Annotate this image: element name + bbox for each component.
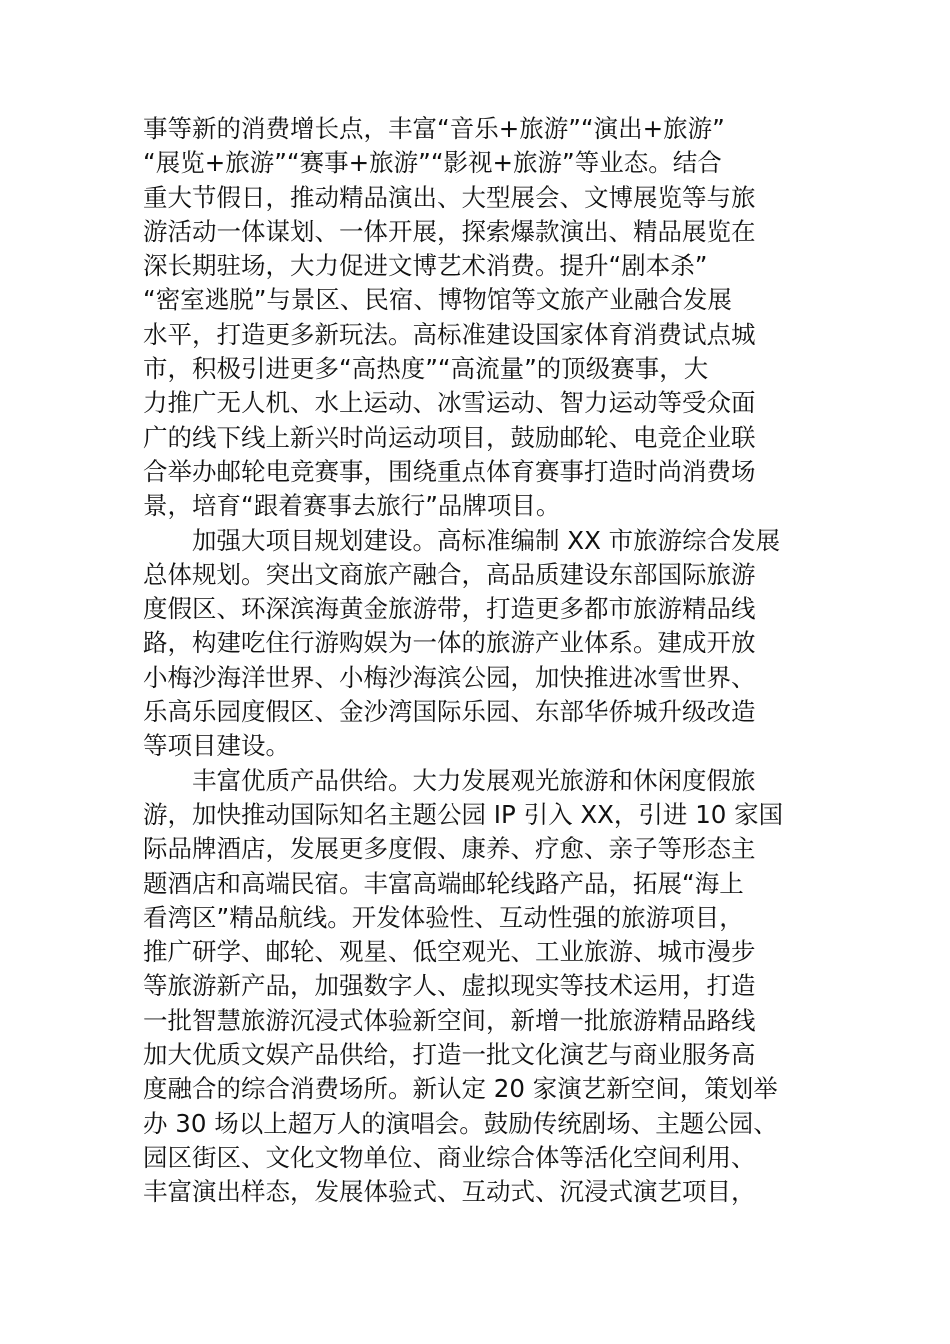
text-line: 等旅游新产品，加强数字人、虚拟现实等技术运用，打造 <box>143 971 756 1001</box>
text-line: 小梅沙海洋世界、小梅沙海滨公园，加快推进冰雪世界、 <box>143 662 756 692</box>
text-line: 游活动一体谋划、一体开展，探索爆款演出、精品展览在 <box>143 216 756 246</box>
text-line: 加大优质文娱产品供给，打造一批文化演艺与商业服务高 <box>143 1040 756 1070</box>
text-line: 事等新的消费增长点，丰富“音乐+旅游”“演出+旅游” <box>143 114 725 143</box>
text-line: 水平，打造更多新玩法。高标准建设国家体育消费试点城 <box>143 319 756 349</box>
text-line: 市，积极引进更多“高热度”“高流量”的顶级赛事，大 <box>143 354 709 384</box>
paragraph-start-line: 丰富优质产品供给。大力发展观光旅游和休闲度假旅 <box>192 765 756 795</box>
text-line: 深长期驻场，大力促进文博艺术消费。提升“剧本杀” <box>143 251 708 281</box>
paragraph-start-line: 加强大项目规划建设。高标准编制 XX 市旅游综合发展 <box>192 525 781 555</box>
text-line: 景，培育“跟着赛事去旅行”品牌项目。 <box>143 491 561 521</box>
text-line: 路，构建吃住行游购娱为一体的旅游产业体系。建成开放 <box>143 628 756 658</box>
text-line: 际品牌酒店，发展更多度假、康养、疗愈、亲子等形态主 <box>143 834 756 864</box>
text-line: 推广研学、邮轮、观星、低空观光、工业旅游、城市漫步 <box>143 937 756 967</box>
text-line: 力推广无人机、水上运动、冰雪运动、智力运动等受众面 <box>143 388 756 418</box>
text-line: 合举办邮轮电竞赛事，围绕重点体育赛事打造时尚消费场 <box>143 456 756 486</box>
text-line: 办 30 场以上超万人的演唱会。鼓励传统剧场、主题公园、 <box>143 1108 778 1138</box>
text-line: 广的线下线上新兴时尚运动项目，鼓励邮轮、电竞企业联 <box>143 422 756 452</box>
text-line: 题酒店和高端民宿。丰富高端邮轮线路产品，拓展“海上 <box>143 868 744 898</box>
text-line: 等项目建设。 <box>143 731 290 761</box>
text-line: 度融合的综合消费场所。新认定 20 家演艺新空间，策划举 <box>143 1074 778 1104</box>
text-line: 度假区、环深滨海黄金旅游带，打造更多都市旅游精品线 <box>143 594 756 624</box>
text-line: “密室逃脱”与景区、民宿、博物馆等文旅产业融合发展 <box>143 285 732 315</box>
body-text <box>143 112 808 1210</box>
text-line: 看湾区”精品航线。开发体验性、互动性强的旅游项目， <box>143 902 744 932</box>
text-line: 丰富演出样态，发展体验式、互动式、沉浸式演艺项目， <box>143 1177 756 1207</box>
text-line: 游，加快推动国际知名主题公园 IP 引入 XX，引进 10 家国 <box>143 799 784 829</box>
text-line: 乐高乐园度假区、金沙湾国际乐园、东部华侨城升级改造 <box>143 697 756 727</box>
text-line: 总体规划。突出文商旅产融合，高品质建设东部国际旅游 <box>143 559 756 589</box>
text-line: 重大节假日，推动精品演出、大型展会、文博展览等与旅 <box>143 182 756 212</box>
text-line: 一批智慧旅游沉浸式体验新空间，新增一批旅游精品路线 <box>143 1005 756 1035</box>
text-line: 园区街区、文化文物单位、商业综合体等活化空间利用、 <box>143 1142 756 1172</box>
text-line: “展览+旅游”“赛事+旅游”“影视+旅游”等业态。结合 <box>143 148 722 178</box>
